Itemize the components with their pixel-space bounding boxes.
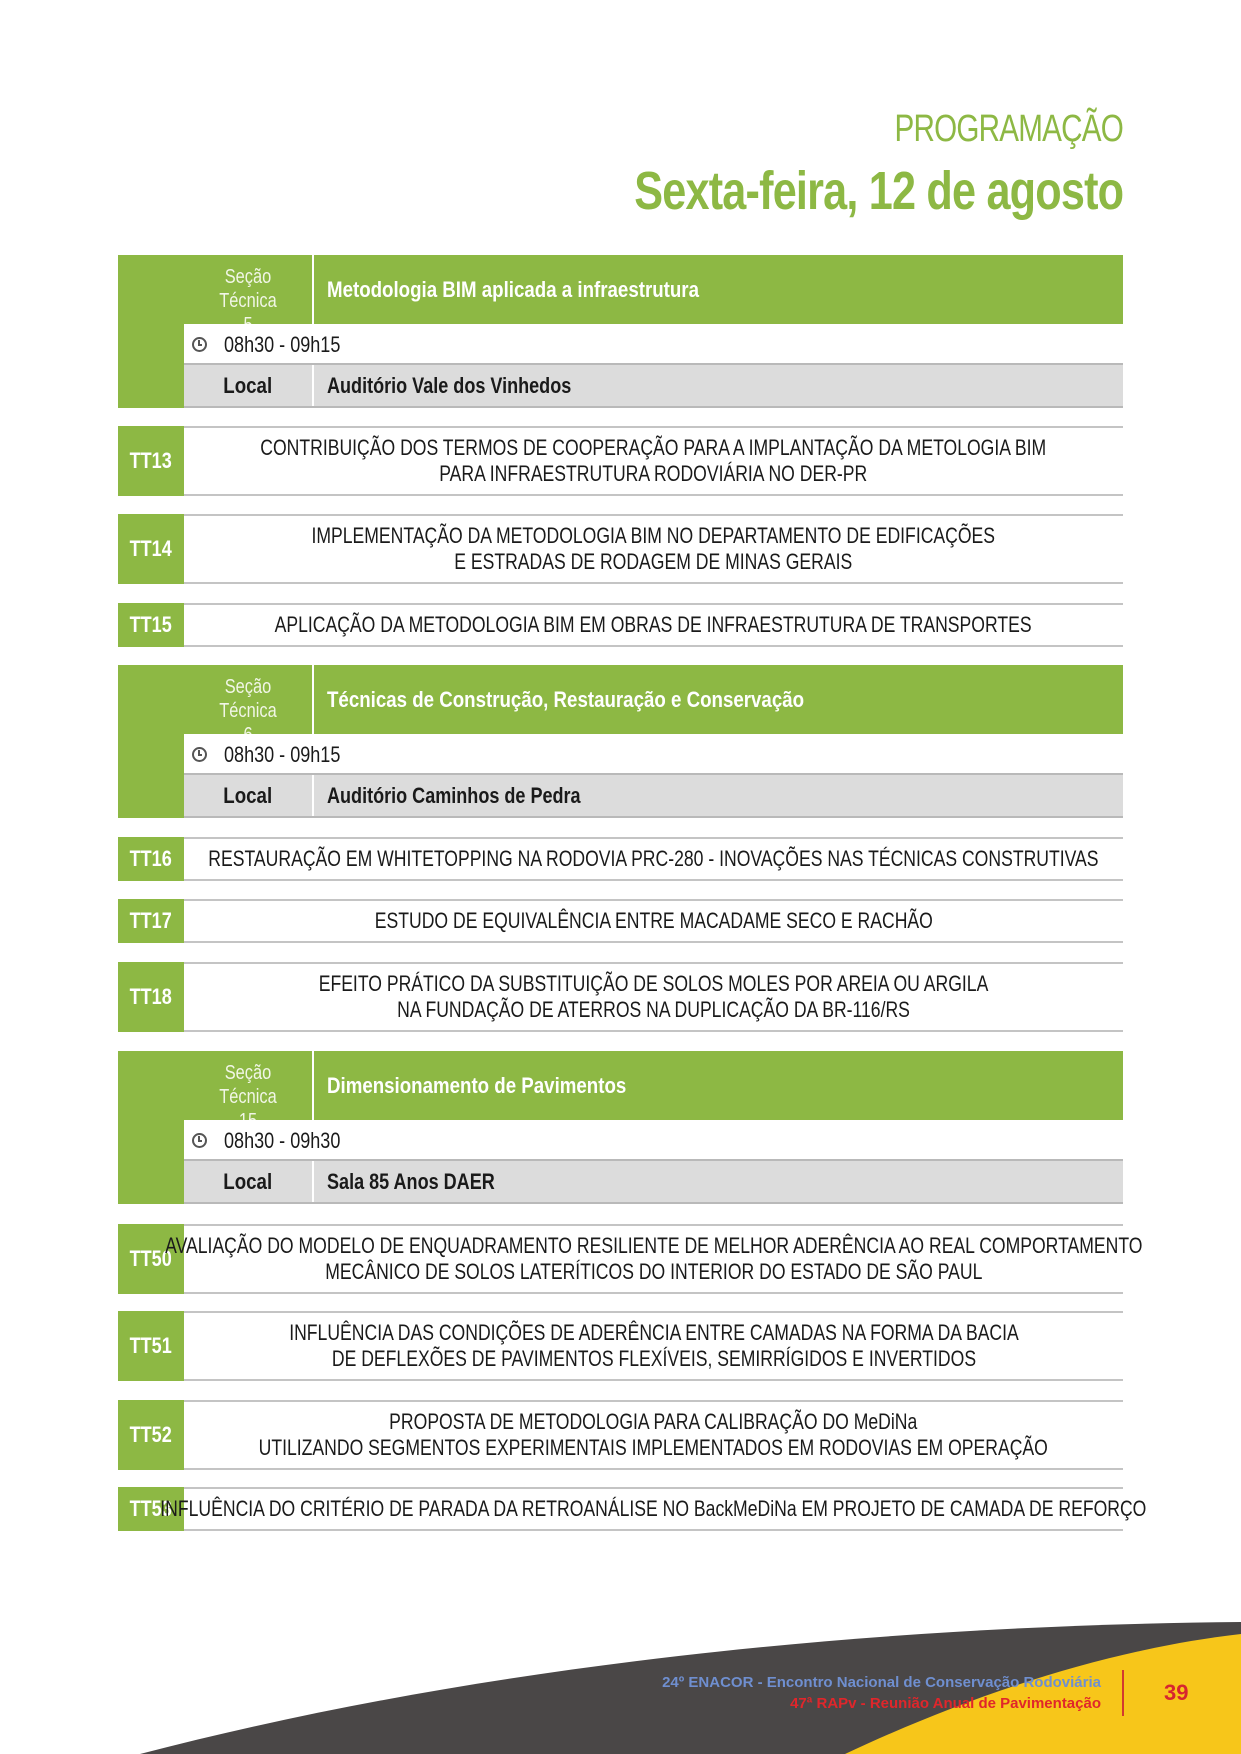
paper-title: EFEITO PRÁTICO DA SUBSTITUIÇÃO DE SOLOS MOLES POR AREIA OU ARGILA NA FUNDAÇÃO DE ATERROS NA DUPLICAÇÃO DA BR-116/RS [184, 962, 1123, 1032]
session-label-text: Seção Técnica [219, 676, 277, 722]
paper-code: TT16 [118, 837, 184, 881]
paper-title: AVALIAÇÃO DO MODELO DE ENQUADRAMENTO RESILIENTE DE MELHOR ADERÊNCIA AO REAL COMPORTAMENTO MECÂNICO DE SOLOS LATERÍTICOS DO INTERIOR DO ESTADO DE SÃO PAUL [184, 1224, 1123, 1294]
session-title: Metodologia BIM aplicada a infraestrutura [327, 277, 699, 302]
location-label: Local [184, 1161, 314, 1202]
session-time: 08h30 - 09h30 [224, 1128, 341, 1153]
session-title: Técnicas de Construção, Restauração e Conservação [327, 687, 805, 712]
paper-code: TT17 [118, 899, 184, 943]
session-label-text: Seção Técnica [219, 1062, 277, 1108]
paper-title: INFLUÊNCIA DAS CONDIÇÕES DE ADERÊNCIA ENTRE CAMADAS NA FORMA DA BACIA DE DEFLEXÕES DE PAVIMENTOS FLEXÍVEIS, SEMIRRÍGIDOS E INVERTIDOS [184, 1311, 1123, 1381]
paper-code: TT15 [118, 603, 184, 647]
location-value: Auditório Caminhos de Pedra [327, 783, 581, 808]
paper-title: RESTAURAÇÃO EM WHITETOPPING NA RODOVIA PRC-280 - INOVAÇÕES NAS TÉCNICAS CONSTRUTIVAS [184, 837, 1123, 881]
location-value: Sala 85 Anos DAER [327, 1169, 495, 1194]
location-value: Auditório Vale dos Vinhedos [327, 373, 572, 398]
paper-code: TT51 [118, 1311, 184, 1381]
paper-code: TT50 [118, 1224, 184, 1294]
paper-title: PROPOSTA DE METODOLOGIA PARA CALIBRAÇÃO DO MeDiNa UTILIZANDO SEGMENTOS EXPERIMENTAIS IMPLEMENTADOS EM RODOVIAS EM OPERAÇÃO [184, 1400, 1123, 1470]
paper-code: TT52 [118, 1400, 184, 1470]
location-label: Local [184, 775, 314, 816]
session-time: 08h30 - 09h15 [224, 332, 341, 357]
footer-event-line-2: 47ª RAPv - Reunião Anual de Pavimentação [790, 1695, 1101, 1712]
page-title: Sexta-feira, 12 de agosto [634, 161, 1123, 221]
session-time: 08h30 - 09h15 [224, 742, 341, 767]
session-label-text: Seção Técnica [219, 266, 277, 312]
footer-divider [1122, 1670, 1124, 1716]
footer-event-line-1: 24º ENACOR - Encontro Nacional de Conservação Rodoviária [662, 1674, 1101, 1691]
paper-code: TT13 [118, 426, 184, 496]
page-subtitle: PROGRAMAÇÃO [894, 108, 1123, 150]
location-label: Local [184, 365, 314, 406]
paper-title: IMPLEMENTAÇÃO DA METODOLOGIA BIM NO DEPARTAMENTO DE EDIFICAÇÕES E ESTRADAS DE RODAGEM DE MINAS GERAIS [184, 514, 1123, 584]
paper-code: TT14 [118, 514, 184, 584]
paper-title: CONTRIBUIÇÃO DOS TERMOS DE COOPERAÇÃO PARA A IMPLANTAÇÃO DA METOLOGIA BIM PARA INFRAESTRUTURA RODOVIÁRIA NO DER-PR [184, 426, 1123, 496]
paper-code: TT18 [118, 962, 184, 1032]
paper-title: ESTUDO DE EQUIVALÊNCIA ENTRE MACADAME SECO E RACHÃO [184, 899, 1123, 943]
paper-title: APLICAÇÃO DA METODOLOGIA BIM EM OBRAS DE INFRAESTRUTURA DE TRANSPORTES [184, 603, 1123, 647]
paper-title: INFLUÊNCIA DO CRITÉRIO DE PARADA DA RETROANÁLISE NO BackMeDiNa EM PROJETO DE CAMADA DE REFORÇO [184, 1487, 1123, 1531]
session-title: Dimensionamento de Pavimentos [327, 1073, 627, 1098]
page-number: 39 [1164, 1680, 1189, 1705]
paper-code: TT53 [118, 1487, 184, 1531]
